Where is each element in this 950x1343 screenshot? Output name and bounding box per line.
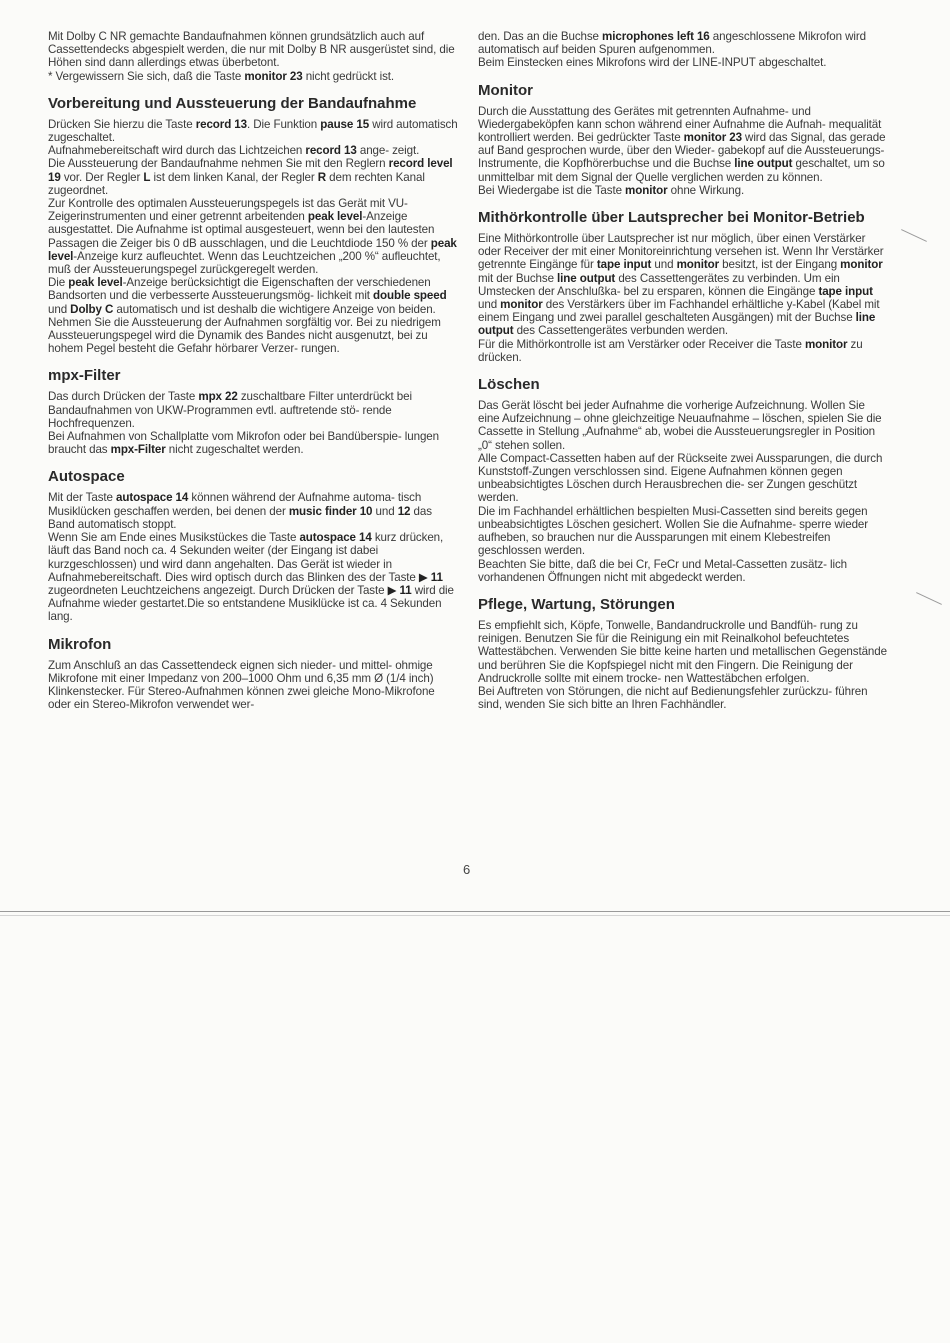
bold-term: pause 15 xyxy=(320,117,370,131)
text-run: Durch die Ausstattung des Gerätes mit getrennten Aufnahme- und Wiedergabeköpfen kann schon während einer Aufnahme die Aufnah- mequalität kontrolliert werden. Bei gedrückter Taste xyxy=(478,104,882,145)
bold-term: ▶ 11 xyxy=(418,570,443,584)
bold-term: mpx-Filter xyxy=(110,443,166,457)
text-run: Mit der Taste xyxy=(48,491,116,505)
bold-term: peak level xyxy=(307,210,363,224)
text-run: Beim Einstecken eines Mikrofons wird der LINE-INPUT abgeschaltet. xyxy=(478,56,827,70)
paragraph xyxy=(48,276,458,316)
paragraph xyxy=(478,685,888,711)
text-run: Die Aussteuerung der Bandaufnahme nehmen Sie mit den Reglern xyxy=(48,157,389,171)
paragraph xyxy=(478,338,888,364)
paragraph xyxy=(48,430,458,456)
paragraph xyxy=(48,157,458,197)
text-run: automatisch und ist deshalb die wichtigere Anzeige von beiden. xyxy=(113,302,436,316)
text-run: besitzt, ist der Eingang xyxy=(719,258,841,272)
paragraph xyxy=(478,184,888,197)
text-run: Die im Fachhandel erhältlichen bespielten Musi-Cassetten sind bereits gegen unbeabsichtigtes Löschen gesichert. Wollen Sie die Aufnahme- sperre wieder aufheben, so brauchen nur die Aussparungen mit einem Klebestreifen geschlossen werden. xyxy=(478,504,869,558)
text-run: Bei Aufnahmen von Schallplatte vom Mikrofon oder bei Bandüberspie- lungen braucht das xyxy=(48,430,439,457)
text-run: -Anzeige kurz aufleuchtet. Wenn das Leuchtzeichen „200 %“ aufleuchtet, muß der Aussteuerungspegel zurückgeregelt werden. xyxy=(48,249,441,277)
text-run: und xyxy=(48,302,71,316)
section-heading: Pflege, Wartung, Störungen xyxy=(478,595,675,613)
text-run: Beachten Sie bitte, daß die bei Cr, FeCr und Metal-Cassetten zusätz- lich vorhandenen Öffnungen nicht mit abgedeckt werden. xyxy=(478,557,848,584)
text-run: Es empfiehlt sich, Köpfe, Tonwelle, Bandandruckrolle und Bandfüh- rung zu reinigen. Benutzen Sie für die Reinigung ein mit Reinalkohol befeuchtetes Wattestäbchen. Verwenden Sie bitte keine harten und metallischen Gegenstände und berühren Sie die Kopfspiegel nicht mit den Fingern. Die Reinigung der Andruckrolle sollte mit einem trocke- nen Wattestäbchen erfolgen. xyxy=(478,618,887,685)
paragraph xyxy=(478,399,888,452)
bold-term: line output xyxy=(734,157,793,171)
text-run: wird die Aufnahme wieder gestartet.Die so entstandene Musiklücke ist ca. 4 Sekunden lang. xyxy=(48,583,454,624)
bold-term: 12 xyxy=(397,504,411,518)
bold-term: monitor 23 xyxy=(244,69,303,83)
page-number: 6 xyxy=(463,862,471,877)
text-run: Zum Anschluß an das Cassettendeck eignen sich nieder- und mittel- ohmige Mikrofone mit einer Impedanz von 200–1000 Ohm und 6,35 mm Ø (1/4 inch) Klinkenstecker. Für Stereo-Aufnahmen können zwei gleiche Mono-Mikrofone oder ein Stereo-Mikrofon verwendet wer- xyxy=(48,658,435,712)
section-heading: Mikrofon xyxy=(48,635,112,653)
text-run: wird das Signal, das gerade auf Band gesprochen wurde, über den Wieder- gabekopf auf die Aussteuerungs-Instrumente, die Kopfhörerbuchse und die Buchse xyxy=(478,131,886,171)
bold-term: L xyxy=(143,170,151,184)
text-run: Alle Compact-Cassetten haben auf der Rückseite zwei Aussparungen, die durch Kunststoff-Zungen verschlossen sind. Eigene Aufnahmen können gegen unbeabsichtigtes Löschen durch Herausbrechen die- ser Zungen geschützt werden. xyxy=(478,451,883,505)
text-run: Drücken Sie hierzu die Taste xyxy=(48,117,196,131)
text-run: des Cassettengerätes zu verbinden. Um ein Umstecken der Anschlußka- bel zu ersparen, können die Eingänge xyxy=(478,271,840,298)
bold-term: music finder 10 xyxy=(288,504,373,518)
bold-term: ▶ 11 xyxy=(387,583,412,597)
text-run: Die xyxy=(48,276,69,290)
text-run: geschaltet, um so unmittelbar mit dem Signal der Quelle verglichen werden zu können. xyxy=(478,157,885,184)
paragraph xyxy=(48,30,458,70)
paragraph xyxy=(48,316,458,356)
bold-term: monitor xyxy=(676,258,720,272)
bold-term: monitor xyxy=(804,337,848,351)
bold-term: double speed xyxy=(373,289,447,303)
text-run: zu drücken. xyxy=(478,337,863,364)
paragraph xyxy=(48,390,458,430)
bold-term: tape input xyxy=(818,284,873,298)
bold-term: line output xyxy=(557,271,616,285)
text-run: wird automatisch zugeschaltet. xyxy=(48,117,458,145)
section-heading: mpx-Filter xyxy=(48,367,121,385)
text-run: Aufnahmebereitschaft wird durch das Lichtzeichen xyxy=(48,144,306,158)
bold-term: autospace 14 xyxy=(299,531,372,545)
paragraph xyxy=(48,118,458,144)
text-run: zuschaltbare Filter unterdrückt bei Bandaufnahmen von UKW-Programmen evtl. auftretende stö- rende Hochfrequenzen. xyxy=(48,390,412,430)
paragraph xyxy=(48,144,458,157)
bold-term: peak level xyxy=(48,236,457,263)
bold-term: record level 19 xyxy=(48,157,453,184)
bold-term: monitor xyxy=(500,298,543,312)
section-heading: Vorbereitung und Aussteuerung der Bandaufnahme xyxy=(48,94,417,112)
text-run: Das durch Drücken der Taste xyxy=(48,390,199,404)
text-run: des Cassettengerätes verbunden werden. xyxy=(513,324,729,338)
scan-edge-line-faint xyxy=(0,915,950,916)
paragraph xyxy=(478,558,888,584)
section-heading: Autospace xyxy=(48,468,125,486)
section-heading: Monitor xyxy=(478,81,533,99)
text-run: * Vergewissern Sie sich, daß die Taste xyxy=(48,69,245,83)
text-run: . Die Funktion xyxy=(247,117,321,131)
text-run: ist dem linken Kanal, der Regler xyxy=(150,170,318,184)
paragraph xyxy=(478,105,888,184)
bold-term: mpx 22 xyxy=(198,390,238,404)
scan-mark xyxy=(901,229,927,242)
bold-term: autospace 14 xyxy=(115,491,189,505)
paragraph xyxy=(48,531,458,623)
text-run: das Band automatisch stoppt. xyxy=(48,504,432,531)
paragraph xyxy=(48,70,458,83)
text-run: Mit Dolby C NR gemachte Bandaufnahmen können grundsätzlich auch auf Cassettendecks abgespielt werden, die nur mit Dolby B NR ausgerüstet sind, die Höhen sind dann allerdings etwas überbetont. xyxy=(48,30,455,70)
text-run: mit der Buchse xyxy=(478,271,558,285)
bold-term: record 13 xyxy=(195,117,247,131)
bold-term: monitor xyxy=(625,183,668,197)
paragraph xyxy=(48,491,458,531)
bold-term: R xyxy=(317,170,327,184)
text-run: und xyxy=(372,504,398,518)
text-run: Nehmen Sie die Aussteuerung der Aufnahmen sorgfältig vor. Bei zu niedrigem Aussteuerungspegel wird die Dynamik des Bandes nicht ausgenutzt, bei zu hohem Pegel besteht die Gefahr hörbarer Verzer- rungen. xyxy=(48,315,441,356)
paragraph xyxy=(48,197,458,276)
text-run: Bei Auftreten von Störungen, die nicht auf Bedienungsfehler zurückzu- führen sind, wenden Sie sich bitte an Ihren Fachhändler. xyxy=(478,684,868,712)
paragraph xyxy=(48,659,458,712)
text-run: ohne Wirkung. xyxy=(667,183,745,197)
text-run: können während der Aufnahme automa- tisch Musiklücken geschaffen werden, bei denen der xyxy=(48,491,422,518)
paragraph xyxy=(478,452,888,505)
text-run: nicht zugeschaltet werden. xyxy=(165,443,304,457)
text-run: -Anzeige ausgestattet. Die Aufnahme ist optimal ausgesteuert, wenn bei den lautesten Passagen die Zeiger bis 0 dB ausschlagen, und die Leuchtdiode 150 % der xyxy=(48,210,435,250)
bold-term: Dolby C xyxy=(70,302,114,316)
left-column xyxy=(48,30,458,711)
paragraph xyxy=(478,30,888,56)
text-run: Zur Kontrolle des optimalen Aussteuerungspegels ist das Gerät mit VU-Zeigerinstrumenten und einer getrennt arbeitenden xyxy=(48,197,408,224)
section-heading: Löschen xyxy=(478,376,540,394)
text-run: nicht gedrückt ist. xyxy=(302,69,395,83)
text-run: zugeordneten Leuchtzeichens angezeigt. Durch Drücken der Taste xyxy=(48,583,388,597)
text-run: Eine Mithörkontrolle über Lautsprecher ist nur möglich, über einen Verstärker oder Receiver der mit einer Monitoreinrichtung versehen ist. Wenn Ihr Verstärker getrennte Eingänge für xyxy=(478,232,884,272)
text-run: ange- zeigt. xyxy=(356,144,420,158)
paragraph xyxy=(478,232,888,338)
bold-term: peak level xyxy=(68,276,123,290)
bold-term: record 13 xyxy=(305,144,357,158)
paragraph xyxy=(478,619,888,685)
text-run: den. Das an die Buchse xyxy=(478,30,603,43)
text-run: -Anzeige berücksichtigt die Eigenschaften der verschiedenen Bandsorten und die verbesserte Aussteuerungsmög- lichkeit mit xyxy=(48,276,431,303)
text-run: Für die Mithörkontrolle ist am Verstärker oder Receiver die Taste xyxy=(478,337,805,351)
text-run: kurz drücken, läuft das Band noch ca. 4 Sekunden weiter (der Eingang ist dabei kurzgeschlossen) und wird dann angehalten. Das Gerät ist wieder in Aufnahmebereitschaft. Dies wird optisch durch das Blinken des der Taste xyxy=(48,531,444,584)
scan-mark xyxy=(916,592,942,605)
paragraph xyxy=(478,56,888,69)
scan-edge-line xyxy=(0,911,950,912)
bold-term: monitor 23 xyxy=(683,131,742,145)
bold-term: microphones left 16 xyxy=(602,30,710,43)
text-run: und xyxy=(478,298,501,312)
text-run: Wenn Sie am Ende eines Musikstückes die Taste xyxy=(48,531,300,545)
bold-term: line output xyxy=(478,311,876,338)
text-run: Bei Wiedergabe ist die Taste xyxy=(478,183,626,197)
right-column xyxy=(478,30,888,711)
paragraph xyxy=(478,505,888,558)
text-run: vor. Der Regler xyxy=(60,170,144,184)
text-run: des Verstärkers über im Fachhandel erhältliche y-Kabel (Kabel mit einem Eingang und zwei parallel geschalteten Ausgängen) mit der Buchse xyxy=(478,298,880,325)
section-heading: Mithörkontrolle über Lautsprecher bei Monitor-Betrieb xyxy=(478,209,865,227)
text-run: angeschlossene Mikrofon wird automatisch auf beiden Spuren aufgenommen. xyxy=(478,30,866,57)
bold-term: monitor xyxy=(840,258,883,272)
bold-term: tape input xyxy=(596,258,652,272)
text-run: Das Gerät löscht bei jeder Aufnahme die vorherige Aufzeichnung. Wollen Sie eine Aufzeichnung – ohne gleichzeitige Neuaufnahme – löschen, spielen Sie die Cassette in Stellung „Aufnahme“ ab, wobei die Aussteuerungsregler in Position „0“ stehen sollen. xyxy=(478,399,882,452)
text-run: und xyxy=(651,258,677,272)
text-run: dem rechten Kanal zugeordnet. xyxy=(48,170,425,197)
